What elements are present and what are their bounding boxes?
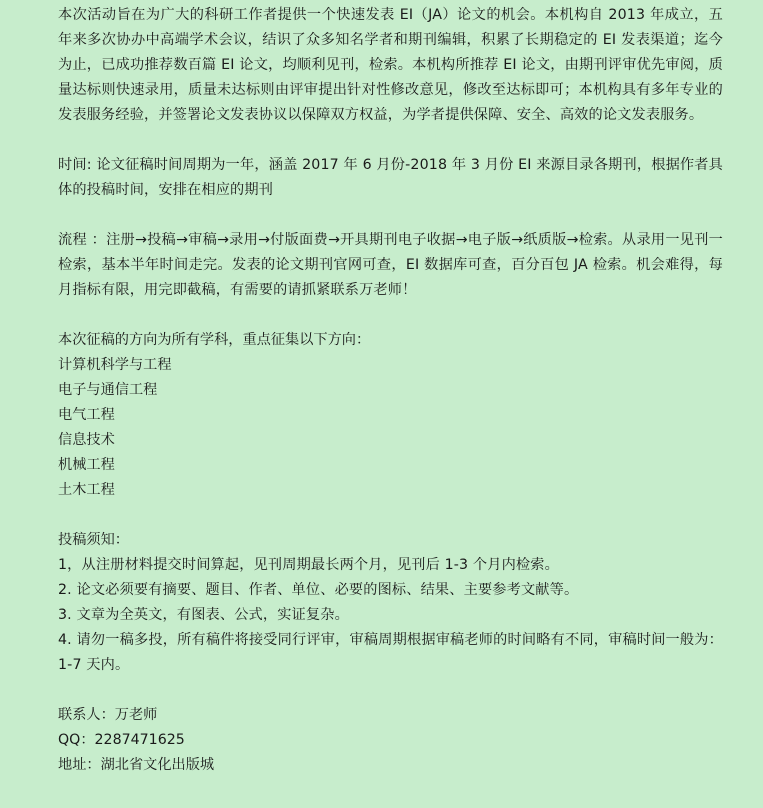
contact-address: 地址：湖北省文化出版城 [58, 757, 215, 773]
intro-paragraph: 本次活动旨在为广大的科研工作者提供一个快速发表 EI（JA）论文的机会。本机构自 2013 年成立，五年来多次协办中高端学术会议，结识了众多知名学者和期刊编辑，积累了长期稳定的 EI 发表渠道；迄今为止，已成功推荐数百篇 EI 论文，均顺利见刊，检索。本机构所推荐 EI 论文，由期刊评审优先审阅，质量达标则快速录用，质量未达标则由评审提出针对性修改意见，修改至达标即可；本机构具有多年专业的发表服务经验，并签署论文发表协议以保障双方权益，为学者提供保障、安全、高效的论文发表服务。 [58, 7, 723, 123]
direction-item: 机械工程 [58, 457, 115, 473]
directions-heading: 本次征稿的方向为所有学科，重点征集以下方向： [58, 332, 371, 348]
contact-person: 联系人：万老师 [58, 707, 158, 723]
spacer [58, 128, 723, 153]
contact-block [58, 703, 723, 778]
spacer [58, 303, 723, 328]
direction-item: 电气工程 [58, 407, 115, 423]
direction-item: 信息技术 [58, 432, 115, 448]
direction-item: 计算机科学与工程 [58, 357, 172, 373]
contact-qq[interactable]: QQ：2287471625 [58, 732, 185, 748]
time-paragraph: 时间: 论文征稿时间周期为一年，涵盖 2017 年 6 月份-2018 年 3 月份 EI 来源目录各期刊，根据作者具体的投稿时间，安排在相应的期刊 [58, 157, 723, 198]
notice-item: 1，从注册材料提交时间算起，见刊周期最长两个月，见刊后 1-3 个月内检索。 [58, 557, 559, 573]
notice-item: 3. 文章为全英文，有图表、公式，实证复杂。 [58, 607, 349, 623]
spacer [58, 203, 723, 228]
spacer [58, 678, 723, 703]
direction-item: 土木工程 [58, 482, 115, 498]
directions-list [58, 353, 723, 503]
notice-heading: 投稿须知： [58, 532, 129, 548]
notice-item: 2. 论文必须要有摘要、题目、作者、单位、必要的图标、结果、主要参考文献等。 [58, 582, 579, 598]
spacer [58, 503, 723, 528]
direction-item: 电子与通信工程 [58, 382, 158, 398]
notice-list [58, 553, 723, 678]
notice-item: 4. 请勿一稿多投，所有稿件将接受同行评审，审稿周期根据审稿老师的时间略有不同，审稿时间一般为：1-7 天内。 [58, 632, 723, 673]
process-paragraph: 流程 ：注册→投稿→审稿→录用→付版面费→开具期刊电子收据→电子版→纸质版→检索。从录用一见刊一检索，基本半年时间走完。发表的论文期刊官网可查，EI 数据库可查，百分百包 JA 检索。机会难得，每月指标有限，用完即截稿，有需要的请抓紧联系万老师！ [58, 232, 723, 298]
